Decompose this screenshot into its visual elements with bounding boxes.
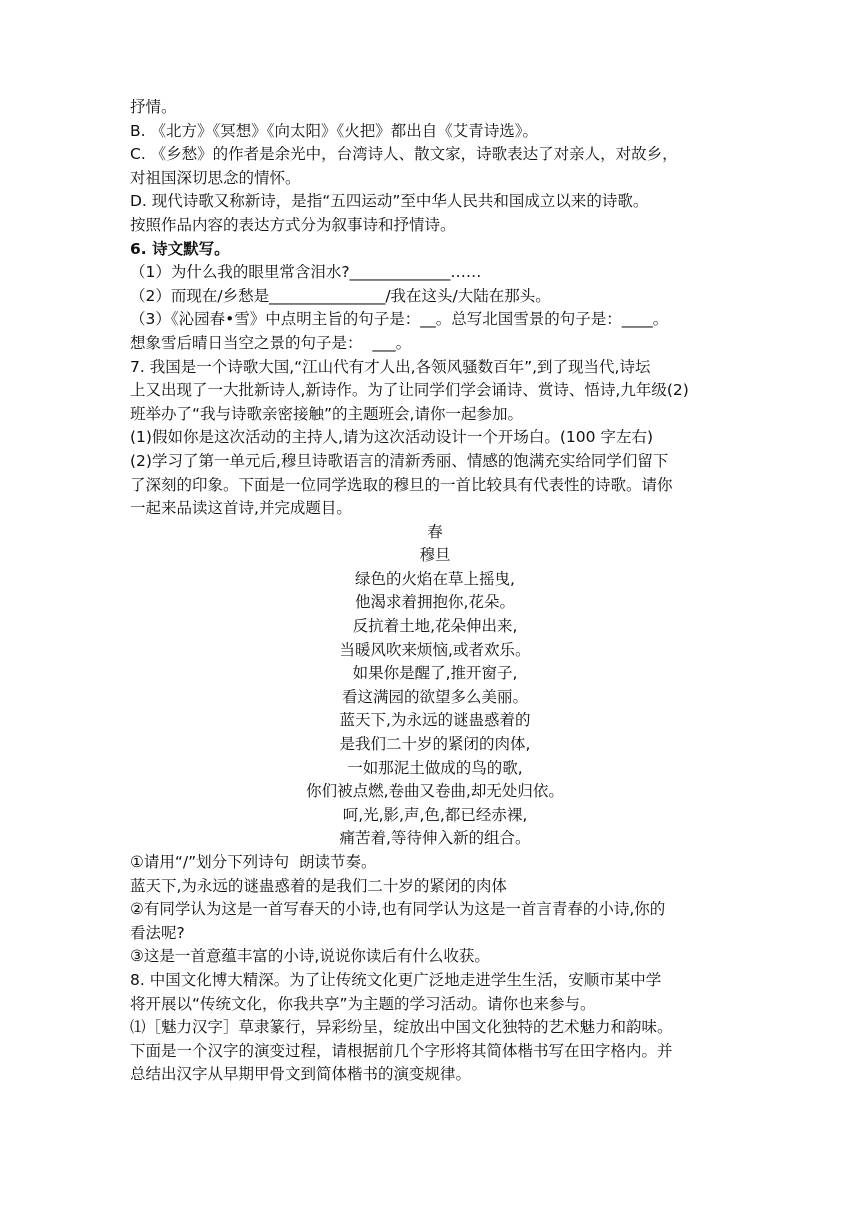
q7-task-2-cont: 看法呢? <box>130 923 185 942</box>
q8-line: 下面是一个汉字的演变过程，请根据前几个字形将其简体楷书写在田字格内。并 <box>130 1041 673 1060</box>
option-d: D. 现代诗歌又称新诗，是指“五四运动”至中华人民共和国成立以来的诗歌。 <box>130 192 649 211</box>
q7-sub-1: (1)假如你是这次活动的主持人,请为这次活动设计一个开场白。(100 字左右) <box>130 428 653 447</box>
poem-line: 痛苦着,等待伸入新的组合。 <box>339 829 531 848</box>
poem-line: 绿色的火焰在草上摇曳, <box>355 569 515 588</box>
q7-line: 班举办了“我与诗歌亲密接触”的主题班会,请你一起参加。 <box>130 404 523 423</box>
q7-task-2: ②有同学认为这是一首写春天的小诗,也有同学认为这是一首言青春的小诗,你的 <box>130 900 666 919</box>
poem-line: 当暖风吹来烦恼,或者欢乐。 <box>339 640 531 659</box>
q7-line: 7. 我国是一个诗歌大国,“江山代有才人出,各领风骚数百年”,到了现当代,诗坛 <box>130 357 651 376</box>
option-b: B. 《北方》《冥想》《向太阳》《火把》都出自《艾青诗选》。 <box>130 121 538 140</box>
q8-sub-1: ⑴［魅力汉字］草隶篆行，异彩纷呈，绽放出中国文化独特的艺术魅力和韵味。 <box>130 1018 673 1037</box>
q6-item-3: （3）《沁园春•雪》中点明主旨的句子是：__。总写北国雪景的句子是：____。 <box>130 310 669 329</box>
poem-line: 如果你是醒了,推开窗子, <box>352 664 518 683</box>
poem-line: 是我们二十岁的紧闭的肉体, <box>339 735 531 754</box>
q8-line: 8. 中国文化博大精深。为了让传统文化更广泛地走进学生生活，安顺市某中学 <box>130 970 662 989</box>
option-d-cont: 按照作品内容的表达方式分为叙事诗和抒情诗。 <box>130 215 456 234</box>
q6-item-2: （2）而现在/乡愁是_______________/我在这头/大陆在那头。 <box>130 286 551 305</box>
poem-author: 穆旦 <box>419 546 451 565</box>
poem-line: 看这满园的欲望多么美丽。 <box>341 687 528 706</box>
q7-task-1-line: 蓝天下,为永远的谜蛊惑着的是我们二十岁的紧闭的肉体 <box>130 876 507 895</box>
poem-line: 他渴求着拥抱你,花朵。 <box>355 593 515 612</box>
q7-task-1: ①请用“/”划分下列诗句 朗读节奏。 <box>130 853 377 871</box>
q7-line: 了深刻的印象。下面是一位同学选取的穆旦的一首比较具有代表性的诗歌。请你 <box>130 475 673 494</box>
q7-sub-2: (2)学习了第一单元后,穆旦诗歌语言的清新秀丽、情感的饱满充实给同学们留下 <box>130 451 669 470</box>
q6-item-1: （1）为什么我的眼里常含泪水?_____________…… <box>130 263 482 282</box>
document-page <box>130 96 740 1087</box>
q8-line: 将开展以“传统文化，你我共享”为主题的学习活动。请你也来参与。 <box>130 994 596 1013</box>
q8-line: 总结出汉字从早期甲骨文到简体楷书的演变规律。 <box>130 1065 472 1084</box>
poem-line: 蓝天下,为永远的谜蛊惑着的 <box>339 711 531 730</box>
poem-title: 春 <box>427 522 443 541</box>
q7-line: 上又出现了一大批新诗人,新诗作。为了让同学们学会诵诗、赏诗、悟诗,九年级(2) <box>130 381 689 400</box>
text-line: 抒情。 <box>130 98 177 116</box>
poem-line: 呵,光,影,声,色,都已经赤裸, <box>342 805 528 824</box>
option-c: C. 《乡愁》的作者是余光中，台湾诗人、散文家，诗歌表达了对亲人，对故乡， <box>130 145 678 164</box>
q7-line: 一起来品读这首诗,并完成题目。 <box>130 499 352 518</box>
q6-item-3-cont: 想象雪后晴日当空之景的句子是： ___。 <box>130 333 412 352</box>
poem-line: 你们被点燃,卷曲又卷曲,却无处归依。 <box>306 782 564 801</box>
question-6-title: 6. 诗文默写。 <box>130 239 230 258</box>
poem-line: 一如那泥土做成的鸟的歌, <box>347 758 523 777</box>
option-c-cont: 对祖国深切思念的情怀。 <box>130 168 301 187</box>
poem-line: 反抗着土地,花朵伸出来, <box>352 617 518 636</box>
q7-task-3: ③这是一首意蕴丰富的小诗,说说你读后有什么收获。 <box>130 947 490 966</box>
